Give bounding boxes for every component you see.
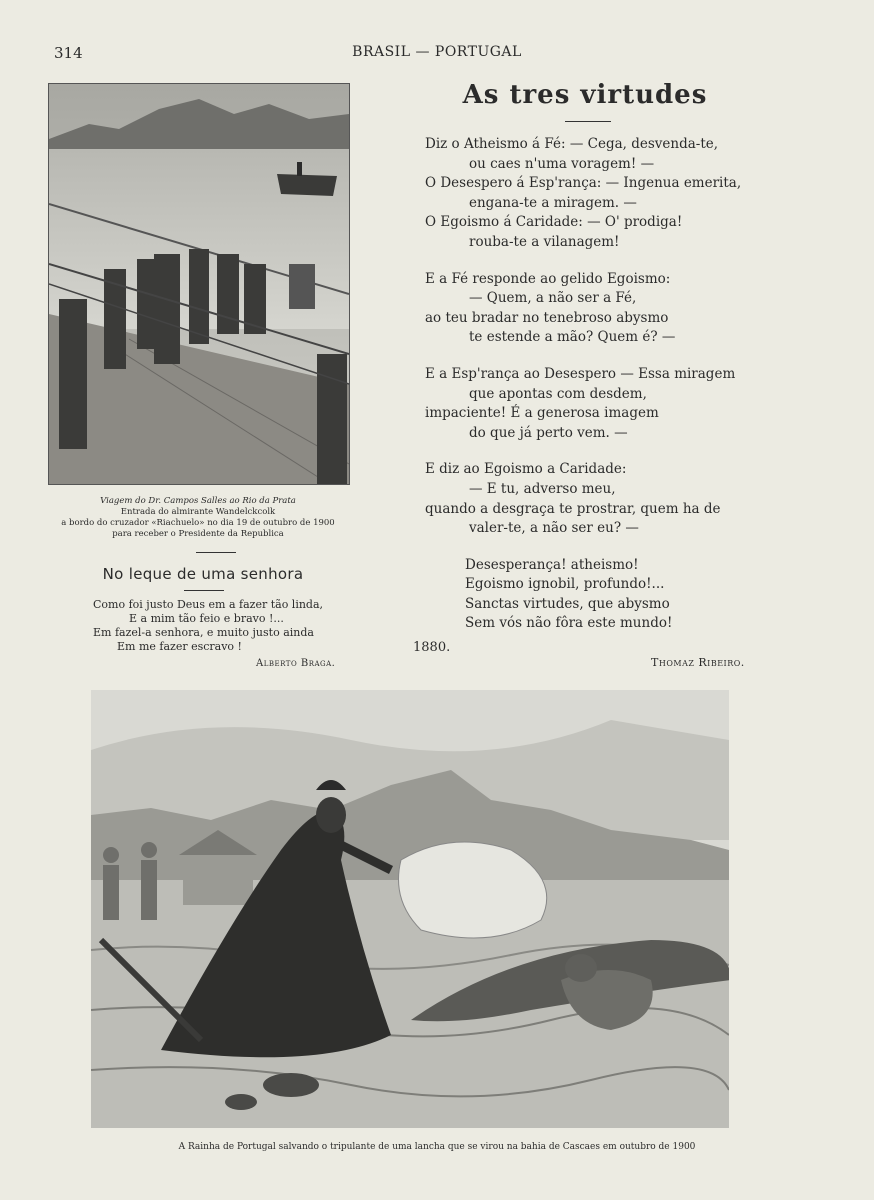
poem-line: — Quem, a não ser a Fé, — [469, 290, 637, 307]
poem-line: Diz o Atheismo á Fé: — Cega, desvenda-te, — [425, 136, 719, 152]
poem-line: O Desespero á Esp'rança: — Ingenua emerita, — [425, 175, 742, 192]
illustration-caption: A Rainha de Portugal salvando o tripulante de uma lancha que se virou na bahia de Cascaes em outubro de 1900 — [178, 1142, 696, 1152]
main-poem — [425, 135, 765, 634]
poem-line: valer-te, a não ser eu? — — [469, 520, 639, 537]
poem-line: ou caes n'uma voragem! — — [469, 155, 655, 172]
poem-line: Desesperança! atheismo! — [465, 556, 639, 573]
rescue-illustration — [91, 690, 729, 1128]
ship-deck-photo-graphic — [49, 84, 349, 484]
divider — [184, 590, 224, 591]
photo-caption-line: para receber o Presidente da Republica — [112, 529, 284, 539]
poem-line: ao teu bradar no tenebroso abysmo — [425, 309, 669, 326]
main-poem-author: Thomaz Ribeiro. — [651, 656, 745, 669]
fan-poem-title: No leque de uma senhora — [102, 565, 304, 583]
page-number: 314 — [54, 44, 83, 62]
photo-caption-line: Entrada do almirante Wandelckcolk — [120, 507, 276, 517]
poem-line: Em fazel-a senhora, e muito justo ainda — [93, 626, 314, 639]
running-title: BRASIL — PORTUGAL — [352, 44, 522, 60]
divider — [565, 121, 611, 122]
poem-line: E a Esp'rança ao Desespero — Essa miragem — [425, 365, 736, 382]
poem-line: Egoismo ignobil, profundo!... — [465, 576, 665, 593]
poem-line: do que já perto vem. — — [469, 424, 628, 441]
poem-line: Em me fazer escravo ! — [117, 640, 242, 653]
poem-line: impaciente! É a generosa imagem — [425, 405, 659, 422]
poem-line: Sem vós não fôra este mundo! — [465, 615, 673, 632]
poem-line: quando a desgraça te prostrar, quem ha de — [425, 500, 721, 517]
photo-caption-line: a bordo do cruzador «Riachuelo» no dia 19 de outubro de 1900 — [61, 518, 335, 528]
main-poem-title: As tres virtudes — [462, 80, 708, 110]
photo-caption-line: Viagem do Dr. Campos Salles ao Rio da Prata — [100, 496, 296, 506]
poem-date: 1880. — [413, 640, 451, 655]
photo-caption — [48, 496, 348, 540]
poem-line: rouba-te a vilanagem! — [469, 233, 620, 250]
fan-poem — [48, 598, 358, 654]
ship-deck-photo — [48, 83, 350, 485]
poem-line: E a mim tão feio e bravo !... — [129, 612, 284, 625]
poem-line: te estende a mão? Quem é? — — [469, 329, 676, 346]
poem-line: E diz ao Egoismo a Caridade: — [425, 461, 627, 478]
rescue-illustration-graphic — [91, 690, 729, 1128]
poem-line: Como foi justo Deus em a fazer tão linda, — [93, 598, 324, 611]
poem-line: engana-te a miragem. — — [469, 194, 637, 211]
poem-line: E a Fé responde ao gelido Egoismo: — [425, 270, 671, 287]
poem-line: O Egoismo á Caridade: — O' prodiga! — [425, 214, 683, 231]
fan-poem-author: Alberto Braga. — [256, 658, 336, 669]
poem-line: Sanctas virtudes, que abysmo — [465, 595, 670, 612]
divider — [196, 552, 236, 553]
poem-line: que apontas com desdem, — [469, 385, 647, 402]
poem-line: — E tu, adverso meu, — [469, 480, 616, 497]
